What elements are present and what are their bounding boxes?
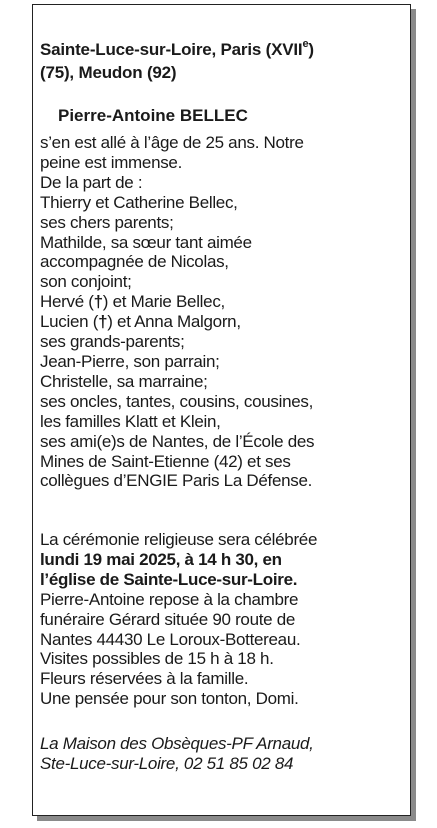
body-line: ses oncles, tantes, cousins, cousines, (40, 391, 314, 411)
ceremony-line: Pierre-Antoine repose à la chambre (40, 589, 299, 609)
ordinal-superscript: e (302, 38, 309, 51)
body-line: s’en est allé à l’âge de 25 ans. Notre (40, 133, 304, 152)
funeral-home-name: La Maison des Obsèques-PF Arnaud, (40, 734, 314, 753)
locations-line-2: (75), Meudon (92) (40, 63, 177, 82)
body-line: collègues d’ENGIE Paris La Défense. (40, 471, 313, 491)
ceremony-line: Visites possibles de 15 h à 18 h. (40, 649, 274, 669)
ceremony-place: l’église de Sainte-Luce-sur-Loire. (40, 569, 298, 589)
locations-paren: ) (308, 40, 314, 59)
body-line: ses grands-parents; (40, 332, 185, 352)
deceased-name: Pierre-Antoine BELLEC (58, 106, 248, 125)
body-line: ses chers parents; (40, 212, 174, 232)
funeral-home-contact: Ste-Luce-sur-Loire, 02 51 85 02 84 (40, 754, 294, 773)
locations-text: Sainte-Luce-sur-Loire, Paris (XVII (40, 40, 303, 59)
body-line: ses ami(e)s de Nantes, de l’École des (40, 431, 315, 451)
ceremony-line: funéraire Gérard située 90 route de (40, 609, 296, 629)
locations-line-1 (40, 38, 380, 61)
ceremony-line: Une pensée pour son tonton, Domi. (40, 689, 299, 709)
cross-icon: † (93, 292, 103, 312)
body-line-lucien (40, 312, 380, 332)
announcement-body (40, 133, 380, 491)
body-line-herve (40, 292, 380, 312)
body-line: peine est immense. (40, 152, 183, 172)
lucien-text-end: ) et Anna Malgorn, (107, 312, 241, 332)
body-line: son conjoint; (40, 272, 132, 292)
body-line: les familles Klatt et Klein, (40, 411, 221, 431)
body-line: accompagnée de Nicolas, (40, 252, 229, 272)
ceremony-section (40, 530, 385, 709)
locations-header (40, 38, 380, 84)
body-line: Mines de Saint-Etienne (42) et ses (40, 451, 291, 471)
body-line: Mathilde, sa sœur tant aimée (40, 232, 252, 252)
ceremony-date: lundi 19 mai 2025, à 14 h 30, en (40, 549, 282, 569)
body-line: De la part de : (40, 172, 143, 192)
herve-text-end: ) et Marie Bellec, (102, 292, 225, 312)
funeral-home-footer (40, 734, 385, 774)
lucien-text: Lucien ( (40, 312, 99, 332)
herve-text: Hervé ( (40, 292, 94, 312)
ceremony-intro: La cérémonie religieuse sera célébrée (40, 530, 318, 549)
body-line: Jean-Pierre, son parrain; (40, 351, 220, 371)
body-line: Thierry et Catherine Bellec, (40, 192, 238, 212)
body-line: Christelle, sa marraine; (40, 371, 208, 391)
ceremony-line: Nantes 44430 Le Loroux-Bottereau. (40, 629, 301, 649)
cross-icon: † (98, 312, 108, 332)
ceremony-line: Fleurs réservées à la famille. (40, 669, 249, 689)
